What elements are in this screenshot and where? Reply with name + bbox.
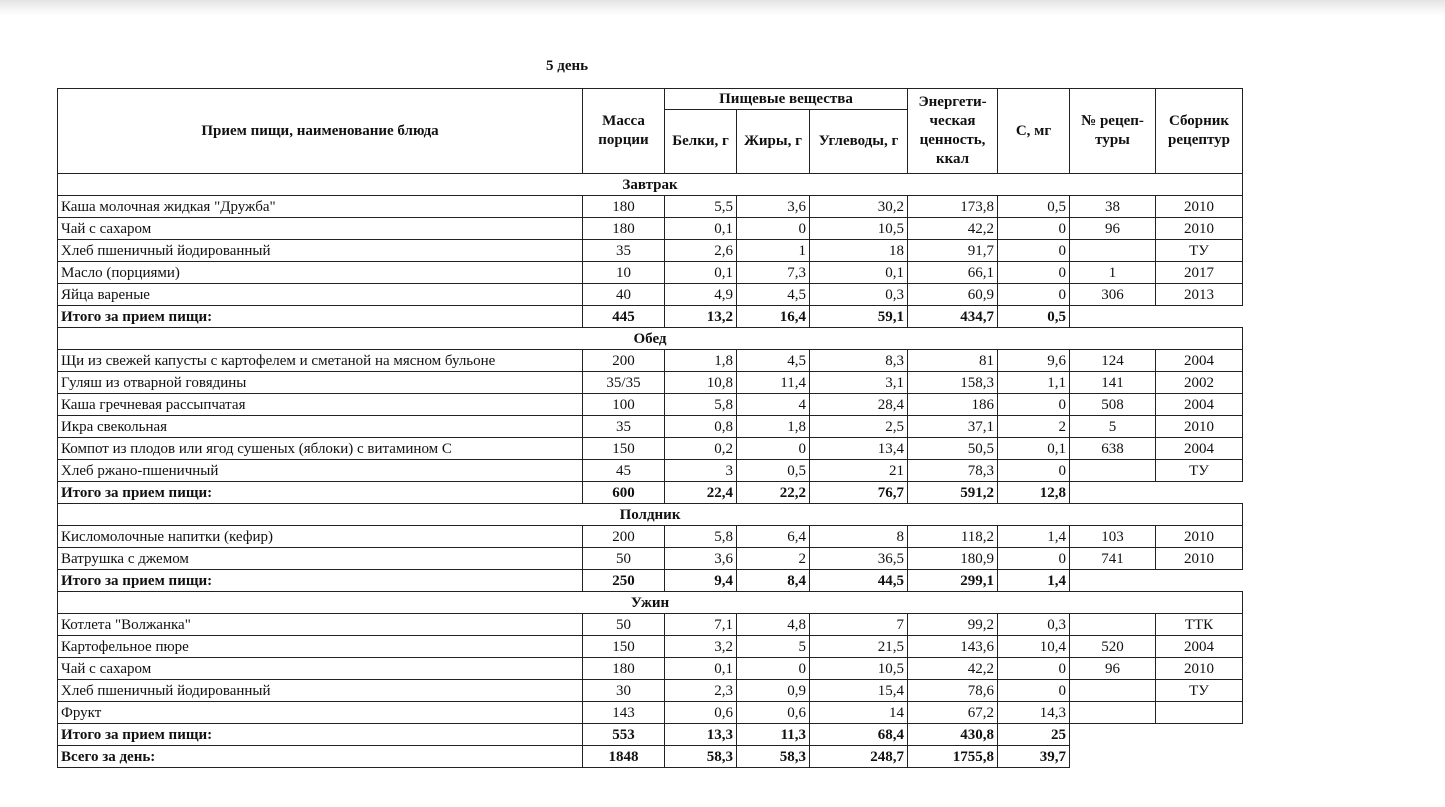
cell-protein: 5,8 bbox=[665, 526, 737, 548]
header-mass-label: Масса порции bbox=[598, 113, 649, 148]
table-row bbox=[58, 526, 1243, 548]
header-carbs-label: Углеводы, г bbox=[818, 133, 899, 149]
blank-cell bbox=[1156, 482, 1243, 504]
table-row bbox=[58, 218, 1243, 240]
cell-energy: 50,5 bbox=[908, 438, 998, 460]
table-row bbox=[58, 240, 1243, 262]
cell-recipe-no bbox=[1070, 702, 1156, 724]
total-energy: 434,7 bbox=[908, 306, 998, 328]
day-total-row bbox=[58, 746, 1243, 768]
header-fat: Жиры, г bbox=[737, 110, 810, 174]
total-protein: 13,2 bbox=[665, 306, 737, 328]
blank-cell bbox=[1070, 306, 1156, 328]
cell-vitamin-c: 0 bbox=[998, 240, 1070, 262]
cell-vitamin-c: 14,3 bbox=[998, 702, 1070, 724]
cell-dish-name: Икра свекольная bbox=[58, 416, 583, 438]
cell-energy: 99,2 bbox=[908, 614, 998, 636]
total-fat: 11,3 bbox=[737, 724, 810, 746]
cell-protein: 1,8 bbox=[665, 350, 737, 372]
cell-protein: 7,1 bbox=[665, 614, 737, 636]
meal-total-row bbox=[58, 482, 1243, 504]
cell-vitamin-c: 0,5 bbox=[998, 196, 1070, 218]
cell-energy: 37,1 bbox=[908, 416, 998, 438]
total-vitamin-c: 12,8 bbox=[998, 482, 1070, 504]
table-row bbox=[58, 438, 1243, 460]
header-recipe-book bbox=[1156, 89, 1243, 174]
cell-recipe-no: 96 bbox=[1070, 218, 1156, 240]
cell-carbs: 21 bbox=[810, 460, 908, 482]
cell-mass: 35 bbox=[583, 240, 665, 262]
cell-recipe-book: 2010 bbox=[1156, 196, 1243, 218]
table-row bbox=[58, 460, 1243, 482]
cell-energy: 78,3 bbox=[908, 460, 998, 482]
cell-fat: 0 bbox=[737, 658, 810, 680]
cell-protein: 2,6 bbox=[665, 240, 737, 262]
cell-recipe-book: 2004 bbox=[1156, 350, 1243, 372]
total-protein: 22,4 bbox=[665, 482, 737, 504]
cell-mass: 50 bbox=[583, 614, 665, 636]
cell-mass: 200 bbox=[583, 526, 665, 548]
cell-recipe-no bbox=[1070, 460, 1156, 482]
cell-recipe-book: 2002 bbox=[1156, 372, 1243, 394]
cell-protein: 0,1 bbox=[665, 262, 737, 284]
header-recipe-no-label: № рецеп-туры bbox=[1081, 113, 1144, 148]
cell-dish-name: Компот из плодов или ягод сушеных (яблоки) с витамином С bbox=[58, 438, 583, 460]
cell-mass: 35/35 bbox=[583, 372, 665, 394]
table-row bbox=[58, 636, 1243, 658]
cell-protein: 0,2 bbox=[665, 438, 737, 460]
cell-dish-name: Фрукт bbox=[58, 702, 583, 724]
cell-carbs: 10,5 bbox=[810, 218, 908, 240]
cell-recipe-book: 2017 bbox=[1156, 262, 1243, 284]
cell-fat: 0 bbox=[737, 438, 810, 460]
cell-fat: 0,5 bbox=[737, 460, 810, 482]
cell-carbs: 13,4 bbox=[810, 438, 908, 460]
cell-vitamin-c: 0 bbox=[998, 460, 1070, 482]
cell-total-label: Итого за прием пищи: bbox=[58, 570, 583, 592]
day-total-fat: 58,3 bbox=[737, 746, 810, 768]
table-row bbox=[58, 680, 1243, 702]
section-title: Ужин bbox=[58, 592, 1243, 614]
cell-recipe-no: 508 bbox=[1070, 394, 1156, 416]
cell-vitamin-c: 1,1 bbox=[998, 372, 1070, 394]
cell-energy: 173,8 bbox=[908, 196, 998, 218]
cell-recipe-book: 2010 bbox=[1156, 416, 1243, 438]
blank-cell bbox=[1156, 746, 1243, 768]
cell-fat: 4,8 bbox=[737, 614, 810, 636]
cell-fat: 1,8 bbox=[737, 416, 810, 438]
cell-dish-name: Масло (порциями) bbox=[58, 262, 583, 284]
section-header bbox=[58, 328, 1243, 350]
cell-protein: 0,1 bbox=[665, 658, 737, 680]
cell-carbs: 7 bbox=[810, 614, 908, 636]
meal-total-row bbox=[58, 570, 1243, 592]
cell-protein: 4,9 bbox=[665, 284, 737, 306]
cell-protein: 0,8 bbox=[665, 416, 737, 438]
blank-cell bbox=[1070, 570, 1156, 592]
header-nutrients-group: Пищевые вещества bbox=[665, 89, 908, 110]
cell-mass: 180 bbox=[583, 218, 665, 240]
cell-carbs: 28,4 bbox=[810, 394, 908, 416]
section-header bbox=[58, 504, 1243, 526]
cell-fat: 11,4 bbox=[737, 372, 810, 394]
cell-recipe-no: 1 bbox=[1070, 262, 1156, 284]
cell-carbs: 0,1 bbox=[810, 262, 908, 284]
cell-mass: 40 bbox=[583, 284, 665, 306]
cell-vitamin-c: 0 bbox=[998, 262, 1070, 284]
cell-recipe-no: 520 bbox=[1070, 636, 1156, 658]
cell-dish-name: Яйца вареные bbox=[58, 284, 583, 306]
cell-fat: 0,9 bbox=[737, 680, 810, 702]
cell-recipe-no: 741 bbox=[1070, 548, 1156, 570]
cell-energy: 67,2 bbox=[908, 702, 998, 724]
cell-fat: 7,3 bbox=[737, 262, 810, 284]
header-meal: Прием пищи, наименование блюда bbox=[58, 89, 583, 174]
cell-recipe-book: 2010 bbox=[1156, 548, 1243, 570]
cell-mass: 10 bbox=[583, 262, 665, 284]
cell-energy: 180,9 bbox=[908, 548, 998, 570]
total-carbs: 76,7 bbox=[810, 482, 908, 504]
table-row bbox=[58, 614, 1243, 636]
total-protein: 13,3 bbox=[665, 724, 737, 746]
header-mass bbox=[583, 89, 665, 174]
table-row bbox=[58, 658, 1243, 680]
cell-dish-name: Хлеб ржано-пшеничный bbox=[58, 460, 583, 482]
cell-total-label: Итого за прием пищи: bbox=[58, 482, 583, 504]
total-vitamin-c: 1,4 bbox=[998, 570, 1070, 592]
cell-energy: 78,6 bbox=[908, 680, 998, 702]
blank-cell bbox=[1070, 482, 1156, 504]
cell-vitamin-c: 0 bbox=[998, 658, 1070, 680]
cell-carbs: 15,4 bbox=[810, 680, 908, 702]
page-title: 5 день bbox=[546, 58, 589, 74]
cell-energy: 158,3 bbox=[908, 372, 998, 394]
cell-vitamin-c: 10,4 bbox=[998, 636, 1070, 658]
section-title: Полдник bbox=[58, 504, 1243, 526]
cell-dish-name: Ватрушка с джемом bbox=[58, 548, 583, 570]
cell-fat: 5 bbox=[737, 636, 810, 658]
cell-carbs: 18 bbox=[810, 240, 908, 262]
cell-vitamin-c: 0,3 bbox=[998, 614, 1070, 636]
section-header bbox=[58, 174, 1243, 196]
cell-mass: 150 bbox=[583, 438, 665, 460]
header-recipe-no bbox=[1070, 89, 1156, 174]
cell-dish-name: Каша молочная жидкая "Дружба" bbox=[58, 196, 583, 218]
cell-energy: 42,2 bbox=[908, 658, 998, 680]
total-fat: 22,2 bbox=[737, 482, 810, 504]
cell-protein: 3,2 bbox=[665, 636, 737, 658]
day-total-carbs: 248,7 bbox=[810, 746, 908, 768]
cell-vitamin-c: 0 bbox=[998, 394, 1070, 416]
cell-recipe-book: ТУ bbox=[1156, 460, 1243, 482]
cell-recipe-book: 2010 bbox=[1156, 526, 1243, 548]
cell-recipe-no: 306 bbox=[1070, 284, 1156, 306]
menu-body bbox=[58, 174, 1243, 768]
header-vitamin-c: С, мг bbox=[998, 89, 1070, 174]
day-total-mass: 1848 bbox=[583, 746, 665, 768]
total-mass: 445 bbox=[583, 306, 665, 328]
cell-energy: 118,2 bbox=[908, 526, 998, 548]
cell-recipe-no: 38 bbox=[1070, 196, 1156, 218]
cell-fat: 3,6 bbox=[737, 196, 810, 218]
cell-day-total-label: Всего за день: bbox=[58, 746, 583, 768]
blank-cell bbox=[1070, 724, 1156, 746]
cell-carbs: 3,1 bbox=[810, 372, 908, 394]
total-carbs: 59,1 bbox=[810, 306, 908, 328]
header-energy-label: Энергети-ческая ценность, ккал bbox=[918, 94, 987, 167]
table-row bbox=[58, 372, 1243, 394]
cell-recipe-book: ТУ bbox=[1156, 680, 1243, 702]
total-protein: 9,4 bbox=[665, 570, 737, 592]
cell-dish-name: Чай с сахаром bbox=[58, 218, 583, 240]
cell-vitamin-c: 1,4 bbox=[998, 526, 1070, 548]
cell-fat: 4,5 bbox=[737, 350, 810, 372]
cell-vitamin-c: 0 bbox=[998, 218, 1070, 240]
meal-total-row bbox=[58, 306, 1243, 328]
cell-recipe-book: 2004 bbox=[1156, 394, 1243, 416]
total-mass: 250 bbox=[583, 570, 665, 592]
cell-recipe-no: 638 bbox=[1070, 438, 1156, 460]
cell-recipe-book: 2010 bbox=[1156, 658, 1243, 680]
cell-dish-name: Каша гречневая рассыпчатая bbox=[58, 394, 583, 416]
scan-top-shadow bbox=[0, 0, 1445, 16]
table-row bbox=[58, 416, 1243, 438]
cell-vitamin-c: 0 bbox=[998, 284, 1070, 306]
cell-protein: 3 bbox=[665, 460, 737, 482]
cell-dish-name: Хлеб пшеничный йодированный bbox=[58, 240, 583, 262]
cell-fat: 6,4 bbox=[737, 526, 810, 548]
cell-dish-name: Котлета "Волжанка" bbox=[58, 614, 583, 636]
table-row bbox=[58, 702, 1243, 724]
total-fat: 8,4 bbox=[737, 570, 810, 592]
table-row bbox=[58, 350, 1243, 372]
blank-cell bbox=[1156, 306, 1243, 328]
total-vitamin-c: 0,5 bbox=[998, 306, 1070, 328]
cell-energy: 42,2 bbox=[908, 218, 998, 240]
cell-protein: 0,1 bbox=[665, 218, 737, 240]
cell-recipe-book: 2013 bbox=[1156, 284, 1243, 306]
menu-table bbox=[57, 88, 1243, 768]
cell-dish-name: Картофельное пюре bbox=[58, 636, 583, 658]
total-carbs: 68,4 bbox=[810, 724, 908, 746]
cell-carbs: 36,5 bbox=[810, 548, 908, 570]
cell-recipe-book: ТТК bbox=[1156, 614, 1243, 636]
cell-recipe-no bbox=[1070, 240, 1156, 262]
total-vitamin-c: 25 bbox=[998, 724, 1070, 746]
cell-carbs: 14 bbox=[810, 702, 908, 724]
cell-mass: 180 bbox=[583, 196, 665, 218]
cell-mass: 50 bbox=[583, 548, 665, 570]
cell-dish-name: Кисломолочные напитки (кефир) bbox=[58, 526, 583, 548]
cell-protein: 2,3 bbox=[665, 680, 737, 702]
cell-carbs: 8 bbox=[810, 526, 908, 548]
header-energy bbox=[908, 89, 998, 174]
blank-cell bbox=[1156, 570, 1243, 592]
cell-recipe-no: 141 bbox=[1070, 372, 1156, 394]
cell-carbs: 0,3 bbox=[810, 284, 908, 306]
cell-mass: 150 bbox=[583, 636, 665, 658]
cell-recipe-book: 2004 bbox=[1156, 438, 1243, 460]
cell-protein: 3,6 bbox=[665, 548, 737, 570]
cell-recipe-no: 5 bbox=[1070, 416, 1156, 438]
header-carbs bbox=[810, 110, 908, 174]
cell-carbs: 10,5 bbox=[810, 658, 908, 680]
cell-dish-name: Хлеб пшеничный йодированный bbox=[58, 680, 583, 702]
cell-energy: 91,7 bbox=[908, 240, 998, 262]
cell-energy: 143,6 bbox=[908, 636, 998, 658]
section-header bbox=[58, 592, 1243, 614]
table-row bbox=[58, 262, 1243, 284]
total-mass: 553 bbox=[583, 724, 665, 746]
table-row bbox=[58, 196, 1243, 218]
cell-energy: 60,9 bbox=[908, 284, 998, 306]
cell-vitamin-c: 9,6 bbox=[998, 350, 1070, 372]
header-protein: Белки, г bbox=[665, 110, 737, 174]
cell-carbs: 30,2 bbox=[810, 196, 908, 218]
cell-protein: 5,8 bbox=[665, 394, 737, 416]
cell-energy: 186 bbox=[908, 394, 998, 416]
cell-vitamin-c: 0,1 bbox=[998, 438, 1070, 460]
cell-carbs: 8,3 bbox=[810, 350, 908, 372]
cell-recipe-no: 124 bbox=[1070, 350, 1156, 372]
cell-recipe-book bbox=[1156, 702, 1243, 724]
cell-recipe-book: 2010 bbox=[1156, 218, 1243, 240]
table-row bbox=[58, 548, 1243, 570]
day-total-protein: 58,3 bbox=[665, 746, 737, 768]
table-row bbox=[58, 394, 1243, 416]
cell-dish-name: Чай с сахаром bbox=[58, 658, 583, 680]
meal-total-row bbox=[58, 724, 1243, 746]
total-mass: 600 bbox=[583, 482, 665, 504]
cell-total-label: Итого за прием пищи: bbox=[58, 724, 583, 746]
total-energy: 591,2 bbox=[908, 482, 998, 504]
total-carbs: 44,5 bbox=[810, 570, 908, 592]
cell-recipe-book: 2004 bbox=[1156, 636, 1243, 658]
cell-recipe-no: 96 bbox=[1070, 658, 1156, 680]
day-total-energy: 1755,8 bbox=[908, 746, 998, 768]
cell-vitamin-c: 0 bbox=[998, 548, 1070, 570]
cell-protein: 10,8 bbox=[665, 372, 737, 394]
cell-protein: 0,6 bbox=[665, 702, 737, 724]
cell-total-label: Итого за прием пищи: bbox=[58, 306, 583, 328]
section-title: Обед bbox=[58, 328, 1243, 350]
cell-fat: 2 bbox=[737, 548, 810, 570]
cell-mass: 100 bbox=[583, 394, 665, 416]
cell-vitamin-c: 0 bbox=[998, 680, 1070, 702]
table-row bbox=[58, 284, 1243, 306]
cell-energy: 66,1 bbox=[908, 262, 998, 284]
total-energy: 299,1 bbox=[908, 570, 998, 592]
cell-recipe-no bbox=[1070, 680, 1156, 702]
cell-dish-name: Щи из свежей капусты с картофелем и сметаной на мясном бульоне bbox=[58, 350, 583, 372]
cell-fat: 1 bbox=[737, 240, 810, 262]
total-fat: 16,4 bbox=[737, 306, 810, 328]
header-recipe-book-label: Сборник рецептур bbox=[1168, 113, 1231, 148]
blank-cell bbox=[1070, 746, 1156, 768]
cell-dish-name: Гуляш из отварной говядины bbox=[58, 372, 583, 394]
cell-recipe-no: 103 bbox=[1070, 526, 1156, 548]
total-energy: 430,8 bbox=[908, 724, 998, 746]
cell-energy: 81 bbox=[908, 350, 998, 372]
cell-recipe-no bbox=[1070, 614, 1156, 636]
cell-mass: 180 bbox=[583, 658, 665, 680]
cell-fat: 0,6 bbox=[737, 702, 810, 724]
cell-fat: 4 bbox=[737, 394, 810, 416]
blank-cell bbox=[1156, 724, 1243, 746]
cell-mass: 143 bbox=[583, 702, 665, 724]
cell-mass: 35 bbox=[583, 416, 665, 438]
cell-mass: 45 bbox=[583, 460, 665, 482]
cell-mass: 30 bbox=[583, 680, 665, 702]
cell-mass: 200 bbox=[583, 350, 665, 372]
cell-fat: 0 bbox=[737, 218, 810, 240]
section-title: Завтрак bbox=[58, 174, 1243, 196]
cell-fat: 4,5 bbox=[737, 284, 810, 306]
cell-vitamin-c: 2 bbox=[998, 416, 1070, 438]
cell-carbs: 2,5 bbox=[810, 416, 908, 438]
day-total-vitamin-c: 39,7 bbox=[998, 746, 1070, 768]
cell-recipe-book: ТУ bbox=[1156, 240, 1243, 262]
cell-protein: 5,5 bbox=[665, 196, 737, 218]
cell-carbs: 21,5 bbox=[810, 636, 908, 658]
